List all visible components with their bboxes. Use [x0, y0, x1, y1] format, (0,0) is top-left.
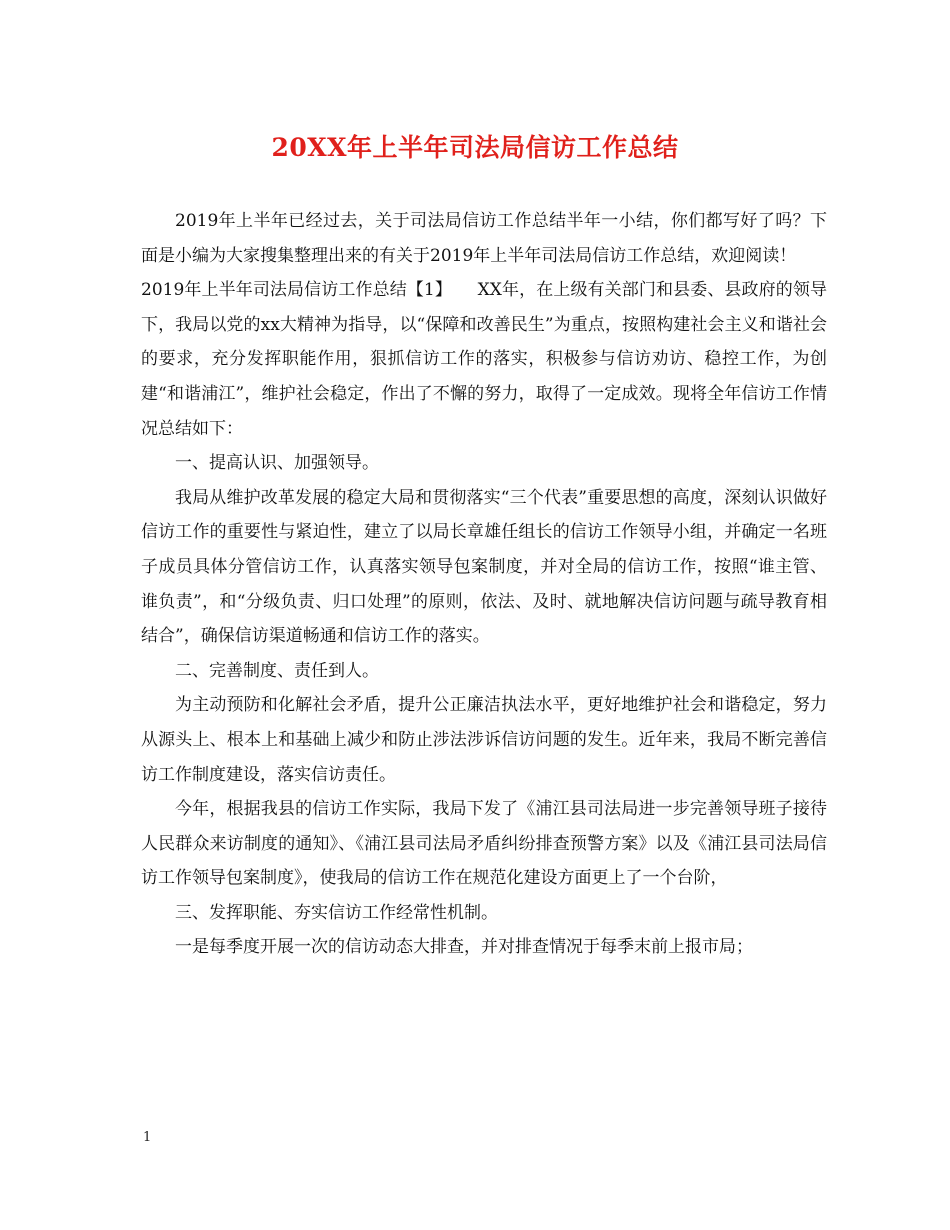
paragraph-prevention: 为主动预防和化解社会矛盾，提升公正廉洁执法水平，更好地维护社会和谐稳定，努力从源头上、根本上和基础上减少和防止涉法涉诉信访问题的发生。近年来，我局不断完善信访工作制度建设，落实信访责任。 [141, 695, 827, 785]
heading-give-play-functions: 三、发挥职能、夯实信访工作经常性机制。 [175, 902, 498, 923]
heading-improve-system: 二、完善制度、责任到人。 [175, 660, 379, 681]
paragraph-leadership: 我局从维护改革发展的稳定大局和贯彻落实“三个代表”重要思想的高度，深刻认识做好信访工作的重要性与紧迫性，建立了以局长章雄任组长的信访工作领导小组，并确定一名班子成员具体分管信访工作，认真落实领导包案制度，并对全局的信访工作，按照“谁主管、谁负责”，和“分级负责、归口处理”的原则，依法、及时、就地解决信访问题与疏导教育相结合”，确保信访渠道畅通和信访工作的落实。 [141, 487, 827, 647]
heading-raise-awareness: 一、提高认识、加强领导。 [175, 453, 379, 474]
document-title: 20XX年上半年司法局信访工作总结 [271, 133, 679, 162]
paragraph-this-year: 今年，根据我县的信访工作实际，我局下发了《浦江县司法局进一步完善领导班子接待人民群众来访制度的通知》、《浦江县司法局矛盾纠纷排查预警方案》以及《浦江县司法局信访工作领导包案制度》，使我局的信访工作在规范化建设方面更上了一个台阶， [141, 799, 827, 889]
paragraph-section-1-opening: 2019年上半年司法局信访工作总结【1】 XX年，在上级有关部门和县委、县政府的领导下，我局以党的xx大精神为指导，以“保障和改善民生”为重点，按照构建社会主义和谐社会的要求，充分发挥职能作用，狠抓信访工作的落实，积极参与信访劝访、稳控工作，为创建“和谐浦江”，维护社会稳定，作出了不懈的努力，取得了一定成效。现将全年信访工作情况总结如下： [141, 280, 827, 439]
document-body [141, 204, 827, 965]
page-number: 1 [143, 1130, 152, 1145]
paragraph-quarterly-check: 一是每季度开展一次的信访动态大排查，并对排查情况于每季末前上报市局； [175, 937, 753, 958]
paragraph-intro: 2019年上半年已经过去，关于司法局信访工作总结半年一小结，你们都写好了吗？下面是小编为大家搜集整理出来的有关于2019年上半年司法局信访工作总结，欢迎阅读！ [141, 211, 827, 266]
